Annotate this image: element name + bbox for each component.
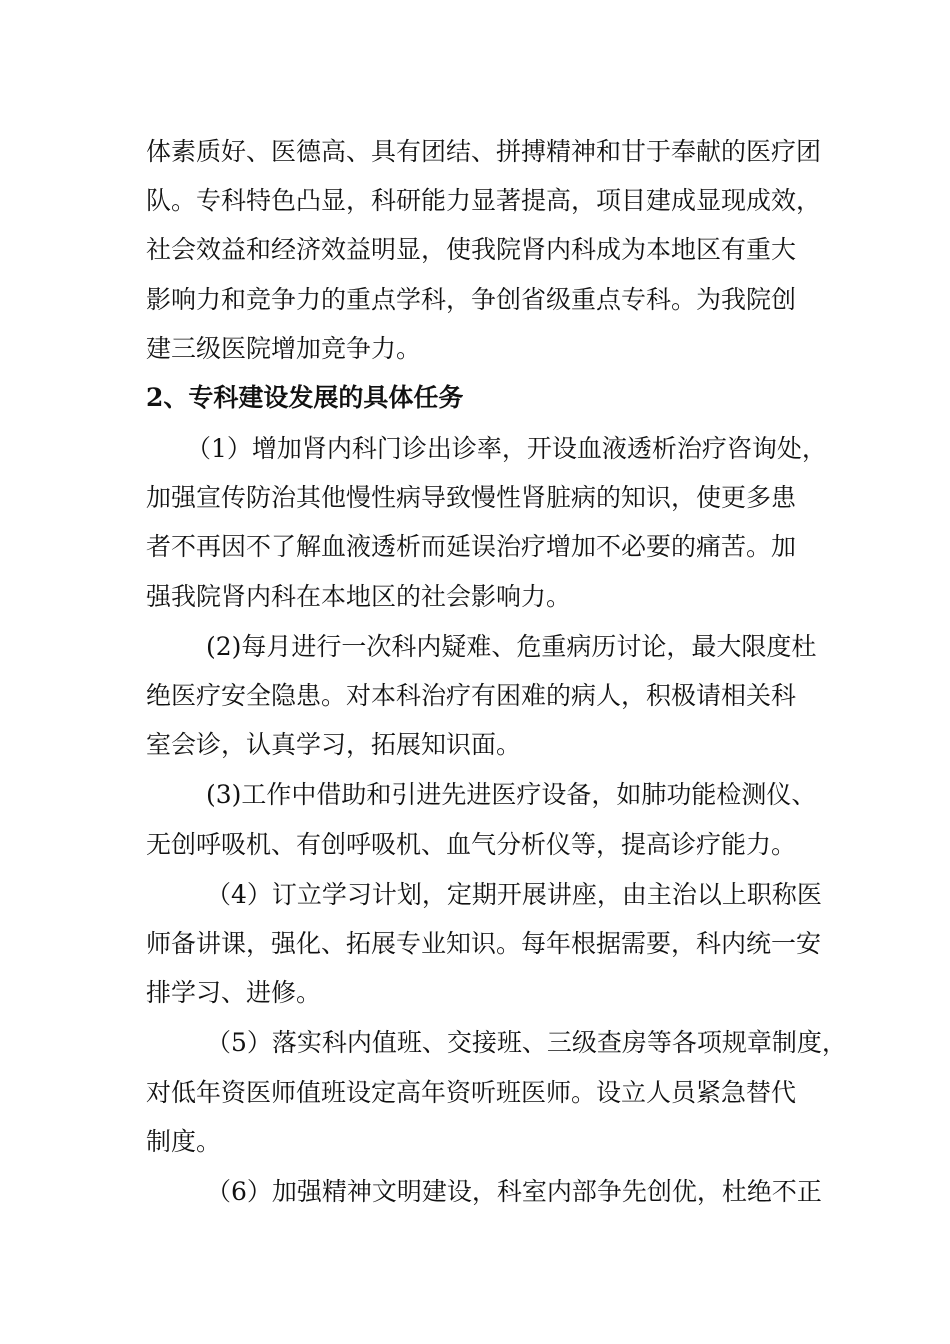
paragraph-line: 排学习、进修。 [146,978,322,1007]
paragraph-line: 社会效益和经济效益明显，使我院肾内科成为本地区有重大 [146,235,797,264]
paragraph-line: （5）落实科内值班、交接班、三级查房等各项规章制度， [206,1028,847,1057]
paragraph-line: (2)每月进行一次科内疑难、危重病历讨论，最大限度杜 [206,632,817,661]
paragraph-line: 室会诊，认真学习，拓展知识面。 [146,730,522,759]
paragraph-line: 师备讲课，强化、拓展专业知识。每年根据需要，科内统一安 [146,929,822,958]
paragraph-line: （4）订立学习计划，定期开展讲座，由主治以上职称医 [206,880,822,909]
paragraph-line: 者不再因不了解血液透析而延误治疗增加不必要的痛苦。加 [146,532,797,561]
paragraph-line: 影响力和竞争力的重点学科，争创省级重点专科。为我院创 [146,285,797,314]
paragraph-line: （6）加强精神文明建设，科室内部争先创优，杜绝不正 [206,1177,822,1206]
paragraph-line: 无创呼吸机、有创呼吸机、血气分析仪等，提高诊疗能力。 [146,830,797,859]
paragraph-line: 加强宣传防治其他慢性病导致慢性肾脏病的知识，使更多患 [146,483,797,512]
paragraph-line: （1）增加肾内科门诊出诊率，开设血液透析治疗咨询处， [186,434,827,463]
paragraph-line: 体素质好、医德高、具有团结、拼搏精神和甘于奉献的医疗团 [146,137,822,166]
section-heading: 2、专科建设发展的具体任务 [146,383,464,412]
paragraph-line: 建三级医院增加竞争力。 [146,334,422,363]
paragraph-line: 对低年资医师值班设定高年资听班医师。设立人员紧急替代 [146,1078,797,1107]
paragraph-line: (3)工作中借助和引进先进医疗设备，如肺功能检测仪、 [206,780,817,809]
paragraph-line: 强我院肾内科在本地区的社会影响力。 [146,582,572,611]
paragraph-line: 绝医疗安全隐患。对本科治疗有困难的病人，积极请相关科 [146,681,797,710]
paragraph-line: 制度。 [146,1127,222,1156]
paragraph-line: 队。专科特色凸显，科研能力显著提高，项目建成显现成效， [146,186,822,215]
